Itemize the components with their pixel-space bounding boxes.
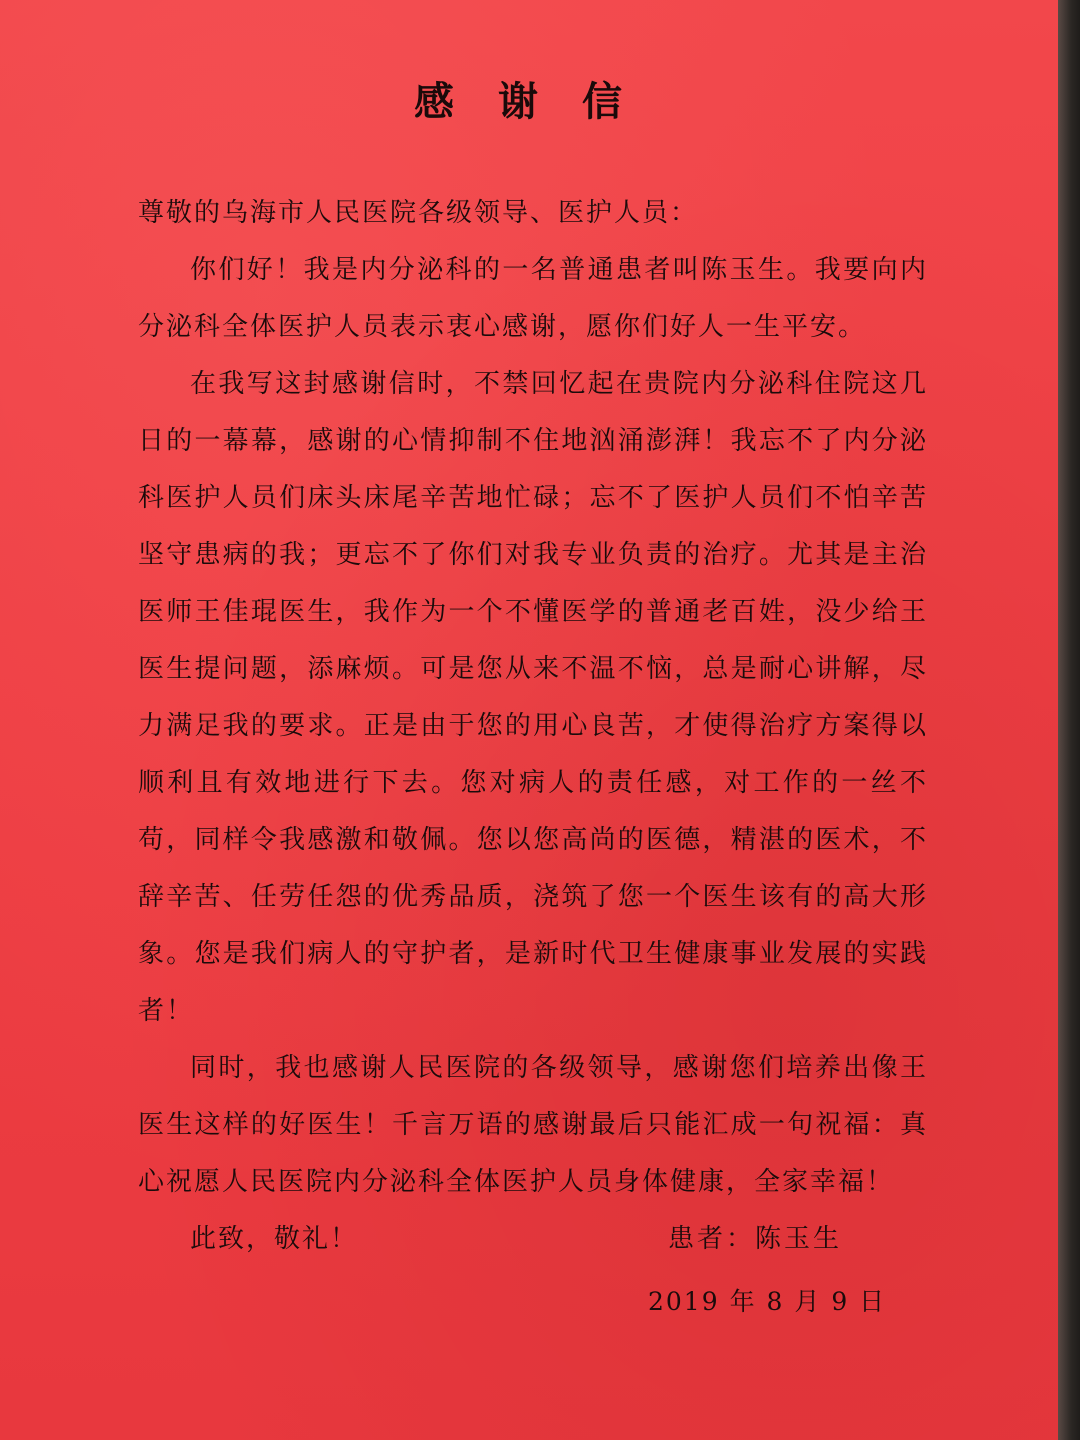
letter-paragraph: 同时，我也感谢人民医院的各级领导，感谢您们培养出像王医生这样的好医生！千言万语的感谢最后只能汇成一句祝福：真心祝愿人民医院内分泌科全体医护人员身体健康，全家幸福！ xyxy=(138,1053,928,1197)
letter-body xyxy=(138,185,928,1268)
letter-paragraph: 你们好！我是内分泌科的一名普通患者叫陈玉生。我要向内分泌科全体医护人员表示衷心感谢，愿你们好人一生平安。 xyxy=(138,255,928,342)
letter-closing: 此致，敬礼！ xyxy=(190,1224,359,1254)
letter-date: 2019 年 8 月 9 日 xyxy=(648,1287,887,1316)
letter-paragraph: 在我写这封感谢信时，不禁回忆起在贵院内分泌科住院这几日的一幕幕，感谢的心情抑制不住地汹涌澎湃！我忘不了内分泌科医护人员们床头床尾辛苦地忙碌；忘不了医护人员们不怕辛苦坚守患病的我；更忘不了你们对我专业负责的治疗。尤其是主治医师王佳琨医生，我作为一个不懂医学的普通老百姓，没少给王医生提问题，添麻烦。可是您从来不温不恼，总是耐心讲解，尽力满足我的要求。正是由于您的用心良苦，才使得治疗方案得以顺利且有效地进行下去。您对病人的责任感，对工作的一丝不苟，同样令我感激和敬佩。您以您高尚的医德，精湛的医术，不辞辛苦、任劳任怨的优秀品质，浇筑了您一个医生该有的高大形象。您是我们病人的守护者，是新时代卫生健康事业发展的实践者！ xyxy=(138,369,928,1026)
letter-title: 感谢信 xyxy=(414,79,666,125)
letter-signature: 患者：陈玉生 xyxy=(668,1224,843,1254)
letter-salutation: 尊敬的乌海市人民医院各级领导、医护人员： xyxy=(138,198,699,228)
table-background-edge xyxy=(1058,0,1080,1440)
